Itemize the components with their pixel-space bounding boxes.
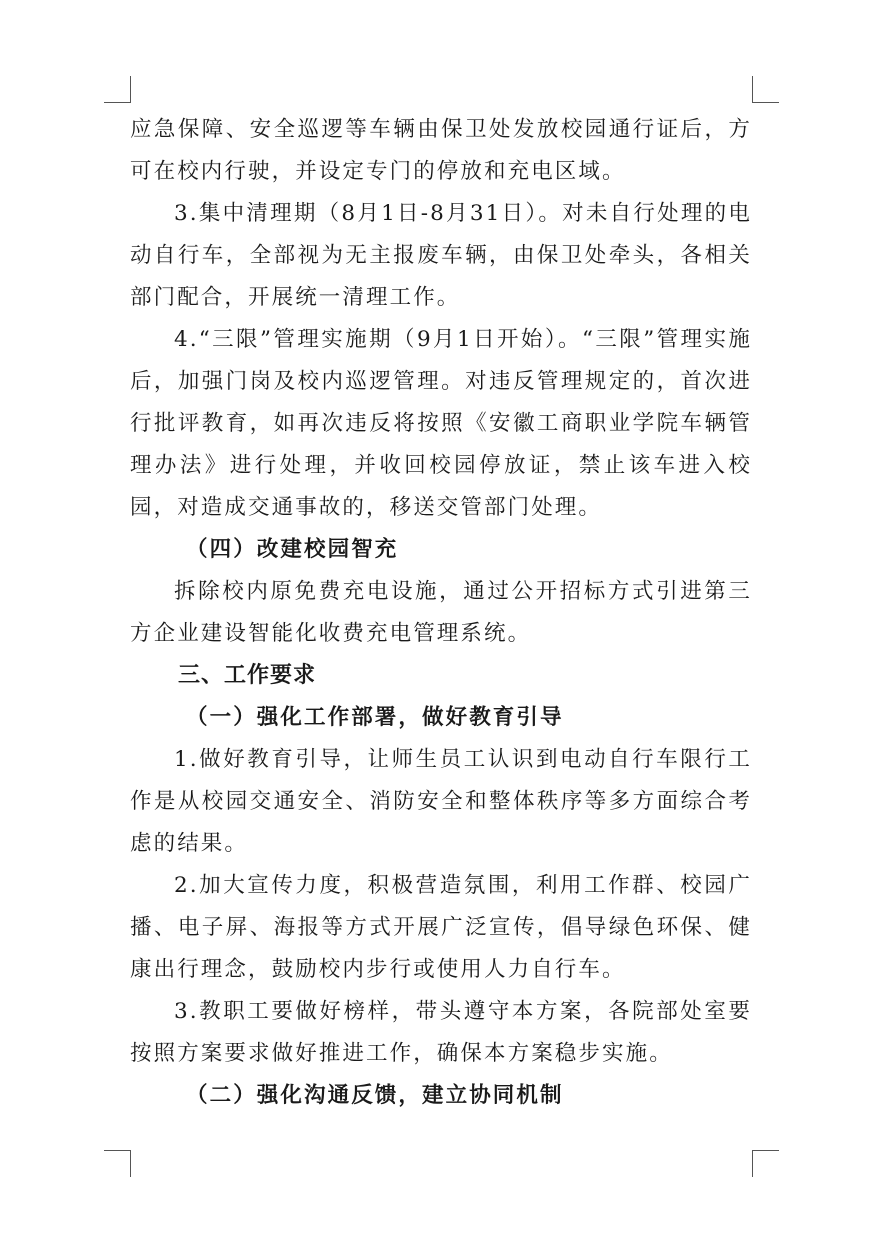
document-page (130, 109, 752, 1117)
crop-mark-top-right (752, 76, 779, 103)
paragraph-education: 1.做好教育引导，让师生员工认识到电动自行车限行工作是从校园交通安全、消防安全和整体秩序等多方面综合考虑的结果。 (130, 747, 752, 856)
crop-mark-top-left (104, 76, 131, 103)
crop-mark-bottom-right (752, 1150, 779, 1177)
paragraph-three-limits: 4.“三限”管理实施期（9月1日开始）。“三限”管理实施后，加强门岗及校内巡逻管理。对违反管理规定的，首次进行批评教育，如再次违反将按照《安徽工商职业学院车辆管理办法》进行处理，并收回校园停放证，禁止该车进入校园，对造成交通事故的，移送交管部门处理。 (130, 327, 752, 520)
heading-communication-feedback: （二）强化沟通反馈，建立协同机制 (186, 1083, 564, 1108)
paragraph-cleanup-period: 3.集中清理期（8月1日-8月31日）。对未自行处理的电动自行车，全部视为无主报废车辆，由保卫处牵头，各相关部门配合，开展统一清理工作。 (130, 201, 752, 310)
paragraph-staff-example: 3.教职工要做好榜样，带头遵守本方案，各院部处室要按照方案要求做好推进工作，确保本方案稳步实施。 (130, 999, 752, 1066)
paragraph-publicity: 2.加大宣传力度，积极营造氛围，利用工作群、校园广播、电子屏、海报等方式开展广泛宣传，倡导绿色环保、健康出行理念，鼓励校内步行或使用人力自行车。 (130, 873, 752, 982)
paragraph-continuation: 应急保障、安全巡逻等车辆由保卫处发放校园通行证后，方可在校内行驶，并设定专门的停放和充电区域。 (130, 117, 752, 184)
crop-mark-bottom-left (104, 1150, 131, 1177)
paragraph-charging-facilities: 拆除校内原免费充电设施，通过公开招标方式引进第三方企业建设智能化收费充电管理系统。 (130, 579, 752, 646)
heading-smart-charging: （四）改建校园智充 (186, 537, 399, 562)
heading-deployment-guidance: （一）强化工作部署，做好教育引导 (186, 705, 564, 730)
heading-work-requirements: 三、工作要求 (178, 663, 317, 688)
